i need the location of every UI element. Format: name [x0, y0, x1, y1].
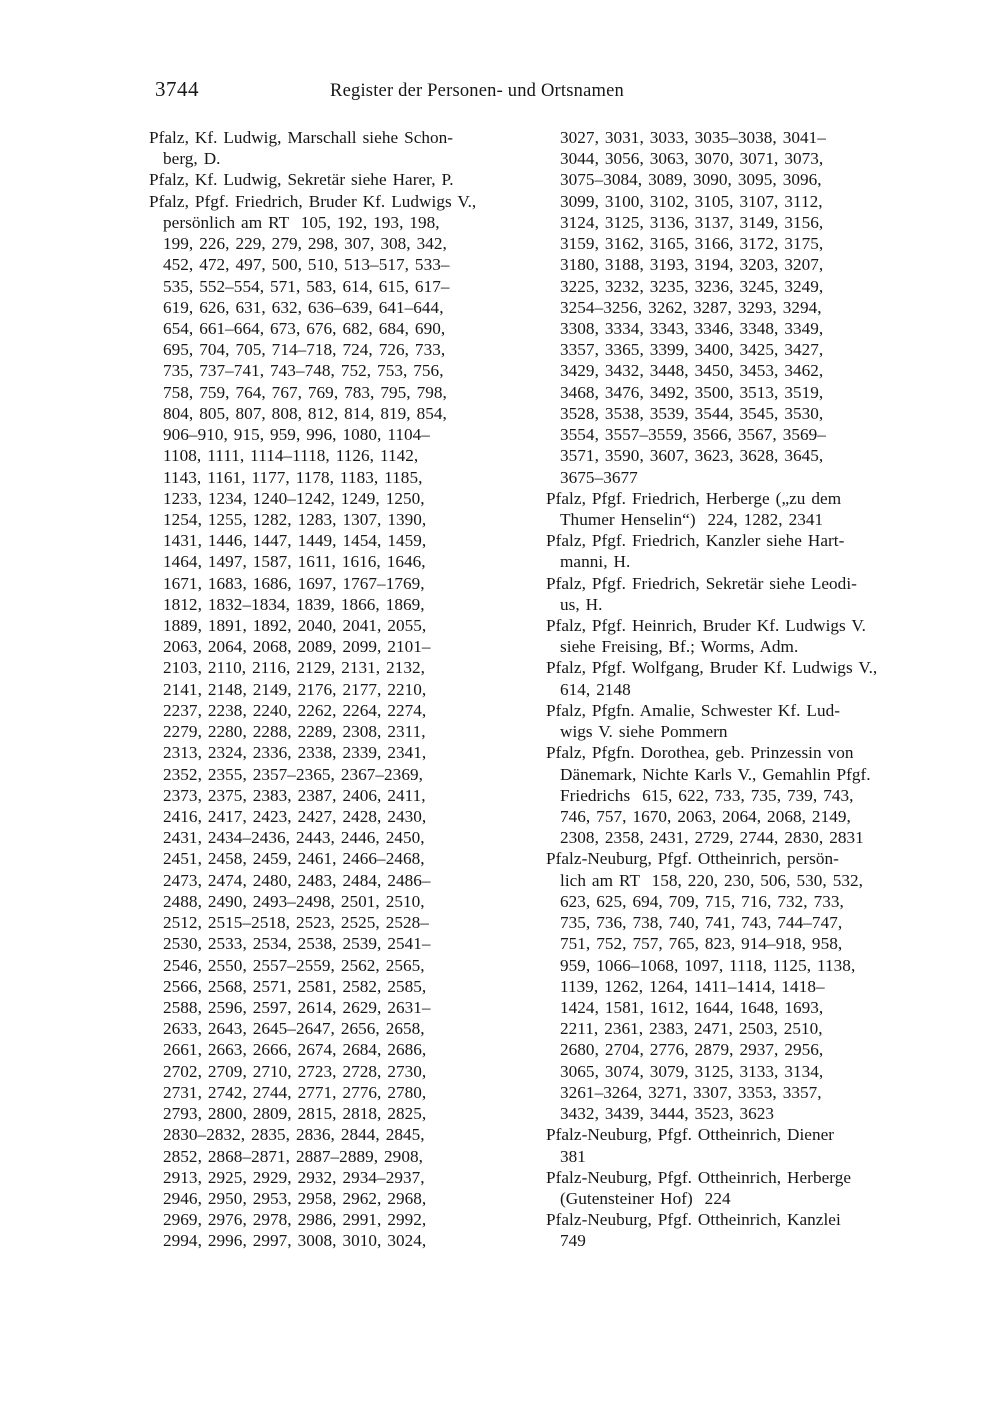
- index-line: 2546, 2550, 2557–2559, 2562, 2565,: [163, 955, 425, 975]
- index-line: 1108, 1111, 1114–1118, 1126, 1142,: [163, 446, 419, 466]
- index-line: 2793, 2800, 2809, 2815, 2818, 2825,: [163, 1104, 427, 1124]
- index-line: 2512, 2515–2518, 2523, 2525, 2528–: [163, 913, 429, 933]
- index-line: 2416, 2417, 2423, 2427, 2428, 2430,: [163, 807, 427, 826]
- index-line: 1254, 1255, 1282, 1283, 1307, 1390,: [163, 509, 427, 529]
- index-line: manni, H.: [560, 552, 631, 572]
- index-line: 2237, 2238, 2240, 2262, 2264, 2274,: [163, 700, 427, 720]
- index-line: 614, 2148: [560, 679, 631, 699]
- index-line: Pfalz-Neuburg, Pfgf. Ottheinrich, Kanzlei: [546, 1210, 841, 1230]
- index-line: 2566, 2568, 2571, 2581, 2582, 2585,: [163, 976, 427, 996]
- index-line: 746, 757, 1670, 2063, 2064, 2068, 2149,: [560, 807, 851, 826]
- index-line: 619, 626, 631, 632, 636–639, 641–644,: [163, 297, 444, 317]
- index-line: 1424, 1581, 1612, 1644, 1648, 1693,: [560, 997, 824, 1017]
- index-line: 2913, 2925, 2929, 2932, 2934–2937,: [163, 1167, 425, 1187]
- index-line: 452, 472, 497, 500, 510, 513–517, 533–: [163, 255, 450, 275]
- index-line: 1139, 1262, 1264, 1411–1414, 1418–: [560, 976, 825, 996]
- index-line: 695, 704, 705, 714–718, 724, 726, 733,: [163, 340, 446, 360]
- index-line: 3044, 3056, 3063, 3070, 3071, 3073,: [560, 149, 824, 169]
- index-line: 2063, 2064, 2068, 2089, 2099, 2101–: [163, 637, 431, 657]
- index-line: (Gutensteiner Hof) 224: [560, 1188, 731, 1208]
- index-line: 2279, 2280, 2288, 2289, 2308, 2311,: [163, 722, 426, 742]
- index-line: 1143, 1161, 1177, 1178, 1183, 1185,: [163, 467, 423, 487]
- index-line: 2852, 2868–2871, 2887–2889, 2908,: [163, 1146, 423, 1166]
- index-line: 3468, 3476, 3492, 3500, 3513, 3519,: [560, 382, 824, 402]
- index-line: 535, 552–554, 571, 583, 614, 615, 617–: [163, 276, 450, 296]
- index-line: 758, 759, 764, 767, 769, 783, 795, 798,: [163, 382, 447, 402]
- index-line: 2308, 2358, 2431, 2729, 2744, 2830, 2831: [560, 828, 864, 848]
- index-line: 2431, 2434–2436, 2443, 2446, 2450,: [163, 828, 425, 848]
- index-line: 1233, 1234, 1240–1242, 1249, 1250,: [163, 488, 425, 508]
- index-line: 2731, 2742, 2744, 2771, 2776, 2780,: [163, 1082, 427, 1102]
- index-line: siehe Freising, Bf.; Worms, Adm.: [560, 637, 799, 657]
- index-line: wigs V. siehe Pommern: [560, 722, 728, 742]
- index-line: 1812, 1832–1834, 1839, 1866, 1869,: [163, 594, 425, 614]
- index-line: 199, 226, 229, 279, 298, 307, 308, 342,: [163, 234, 447, 254]
- index-line: Pfalz, Pfgf. Friedrich, Bruder Kf. Ludwigs V.,: [149, 191, 477, 211]
- index-column-right: [546, 127, 941, 1252]
- index-line: 2702, 2709, 2710, 2723, 2728, 2730,: [163, 1061, 427, 1081]
- index-line: 2830–2832, 2835, 2836, 2844, 2845,: [163, 1125, 425, 1145]
- index-line: 3432, 3439, 3444, 3523, 3623: [560, 1104, 775, 1124]
- index-line: us, H.: [560, 594, 603, 614]
- index-line: 2211, 2361, 2383, 2471, 2503, 2510,: [560, 1019, 823, 1039]
- index-line: lich am RT 158, 220, 230, 506, 530, 532,: [560, 870, 863, 890]
- index-line: 654, 661–664, 673, 676, 682, 684, 690,: [163, 318, 446, 338]
- index-line: 749: [560, 1231, 586, 1251]
- index-line: Thumer Henselin“) 224, 1282, 2341: [560, 509, 824, 529]
- index-line: 2994, 2996, 2997, 3008, 3010, 3024,: [163, 1231, 427, 1251]
- index-line: 2451, 2458, 2459, 2461, 2466–2468,: [163, 849, 425, 869]
- index-line: 3027, 3031, 3033, 3035–3038, 3041–: [560, 128, 826, 147]
- index-line: Pfalz, Pfgf. Heinrich, Bruder Kf. Ludwigs V.: [546, 616, 867, 636]
- index-line: 959, 1066–1068, 1097, 1118, 1125, 1138,: [560, 955, 856, 975]
- index-line: 1464, 1497, 1587, 1611, 1616, 1646,: [163, 552, 426, 572]
- index-line: Pfalz-Neuburg, Pfgf. Ottheinrich, Herberge: [546, 1167, 852, 1187]
- index-line: 3261–3264, 3271, 3307, 3353, 3357,: [560, 1082, 822, 1102]
- index-line: Pfalz-Neuburg, Pfgf. Ottheinrich, Diener: [546, 1125, 835, 1145]
- index-line: 381: [560, 1146, 586, 1166]
- index-line: Pfalz, Pfgf. Friedrich, Kanzler siehe Hart-: [546, 531, 845, 551]
- index-line: 804, 805, 807, 808, 812, 814, 819, 854,: [163, 403, 447, 423]
- index-line: 2969, 2976, 2978, 2986, 2991, 2992,: [163, 1210, 427, 1230]
- index-line: 735, 736, 738, 740, 741, 743, 744–747,: [560, 913, 843, 933]
- index-line: 751, 752, 757, 765, 823, 914–918, 958,: [560, 934, 843, 954]
- index-line: 623, 625, 694, 709, 715, 716, 732, 733,: [560, 891, 844, 911]
- index-line: 2141, 2148, 2149, 2176, 2177, 2210,: [163, 679, 427, 699]
- index-line: 3099, 3100, 3102, 3105, 3107, 3112,: [560, 191, 823, 211]
- index-line: 2588, 2596, 2597, 2614, 2629, 2631–: [163, 997, 431, 1017]
- index-line: 2633, 2643, 2645–2647, 2656, 2658,: [163, 1019, 425, 1039]
- index-line: 2473, 2474, 2480, 2483, 2484, 2486–: [163, 870, 431, 890]
- index-line: 2946, 2950, 2953, 2958, 2962, 2968,: [163, 1188, 427, 1208]
- index-line: persönlich am RT 105, 192, 193, 198,: [163, 212, 440, 232]
- index-line: Pfalz, Pfgf. Friedrich, Sekretär siehe Leodi-: [546, 573, 857, 593]
- index-line: 1889, 1891, 1892, 2040, 2041, 2055,: [163, 616, 427, 636]
- index-line: 3254–3256, 3262, 3287, 3293, 3294,: [560, 297, 822, 317]
- index-line: 2313, 2324, 2336, 2338, 2339, 2341,: [163, 743, 427, 763]
- index-line: 2103, 2110, 2116, 2129, 2131, 2132,: [163, 658, 425, 678]
- index-line: Pfalz, Pfgf. Friedrich, Herberge („zu dem: [546, 488, 842, 508]
- index-line: berg, D.: [163, 149, 221, 169]
- index-line: 3571, 3590, 3607, 3623, 3628, 3645,: [560, 446, 824, 466]
- index-line: Pfalz, Pfgfn. Dorothea, geb. Prinzessin von: [546, 743, 854, 763]
- index-line: Pfalz-Neuburg, Pfgf. Ottheinrich, persön-: [546, 849, 839, 869]
- index-line: 3225, 3232, 3235, 3236, 3245, 3249,: [560, 276, 824, 296]
- running-title: Register der Personen- und Ortsnamen: [330, 81, 624, 101]
- index-line: 1431, 1446, 1447, 1449, 1454, 1459,: [163, 531, 427, 551]
- index-line: 2680, 2704, 2776, 2879, 2937, 2956,: [560, 1040, 824, 1060]
- index-line: 3429, 3432, 3448, 3450, 3453, 3462,: [560, 361, 824, 381]
- index-line: 3528, 3538, 3539, 3544, 3545, 3530,: [560, 403, 824, 423]
- index-line: 3308, 3334, 3343, 3346, 3348, 3349,: [560, 318, 824, 338]
- index-line: Pfalz, Kf. Ludwig, Marschall siehe Schon-: [149, 128, 454, 147]
- index-line: Pfalz, Pfgf. Wolfgang, Bruder Kf. Ludwigs V.,: [546, 658, 878, 678]
- page-number: 3744: [155, 77, 199, 101]
- index-line: 3075–3084, 3089, 3090, 3095, 3096,: [560, 170, 822, 190]
- index-line: 3180, 3188, 3193, 3194, 3203, 3207,: [560, 255, 824, 275]
- index-line: 2373, 2375, 2383, 2387, 2406, 2411,: [163, 785, 426, 805]
- index-line: 3357, 3365, 3399, 3400, 3425, 3427,: [560, 340, 824, 360]
- index-line: 3675–3677: [560, 467, 638, 487]
- index-line: Pfalz, Pfgfn. Amalie, Schwester Kf. Lud-: [546, 700, 841, 720]
- index-line: 735, 737–741, 743–748, 752, 753, 756,: [163, 361, 444, 381]
- index-line: 906–910, 915, 959, 996, 1080, 1104–: [163, 425, 430, 445]
- index-line: 3554, 3557–3559, 3566, 3567, 3569–: [560, 425, 826, 445]
- index-line: Dänemark, Nichte Karls V., Gemahlin Pfgf.: [560, 764, 871, 784]
- index-line: 3159, 3162, 3165, 3166, 3172, 3175,: [560, 234, 824, 254]
- index-line: 2488, 2490, 2493–2498, 2501, 2510,: [163, 891, 425, 911]
- index-line: 2530, 2533, 2534, 2538, 2539, 2541–: [163, 934, 431, 954]
- index-line: Friedrichs 615, 622, 733, 735, 739, 743,: [560, 785, 854, 805]
- index-line: 2352, 2355, 2357–2365, 2367–2369,: [163, 764, 423, 784]
- index-line: Pfalz, Kf. Ludwig, Sekretär siehe Harer, P.: [149, 170, 454, 190]
- index-column-left: [149, 127, 529, 1252]
- index-line: 1671, 1683, 1686, 1697, 1767–1769,: [163, 573, 425, 593]
- index-line: 3065, 3074, 3079, 3125, 3133, 3134,: [560, 1061, 824, 1081]
- index-line: 3124, 3125, 3136, 3137, 3149, 3156,: [560, 212, 824, 232]
- index-line: 2661, 2663, 2666, 2674, 2684, 2686,: [163, 1040, 427, 1060]
